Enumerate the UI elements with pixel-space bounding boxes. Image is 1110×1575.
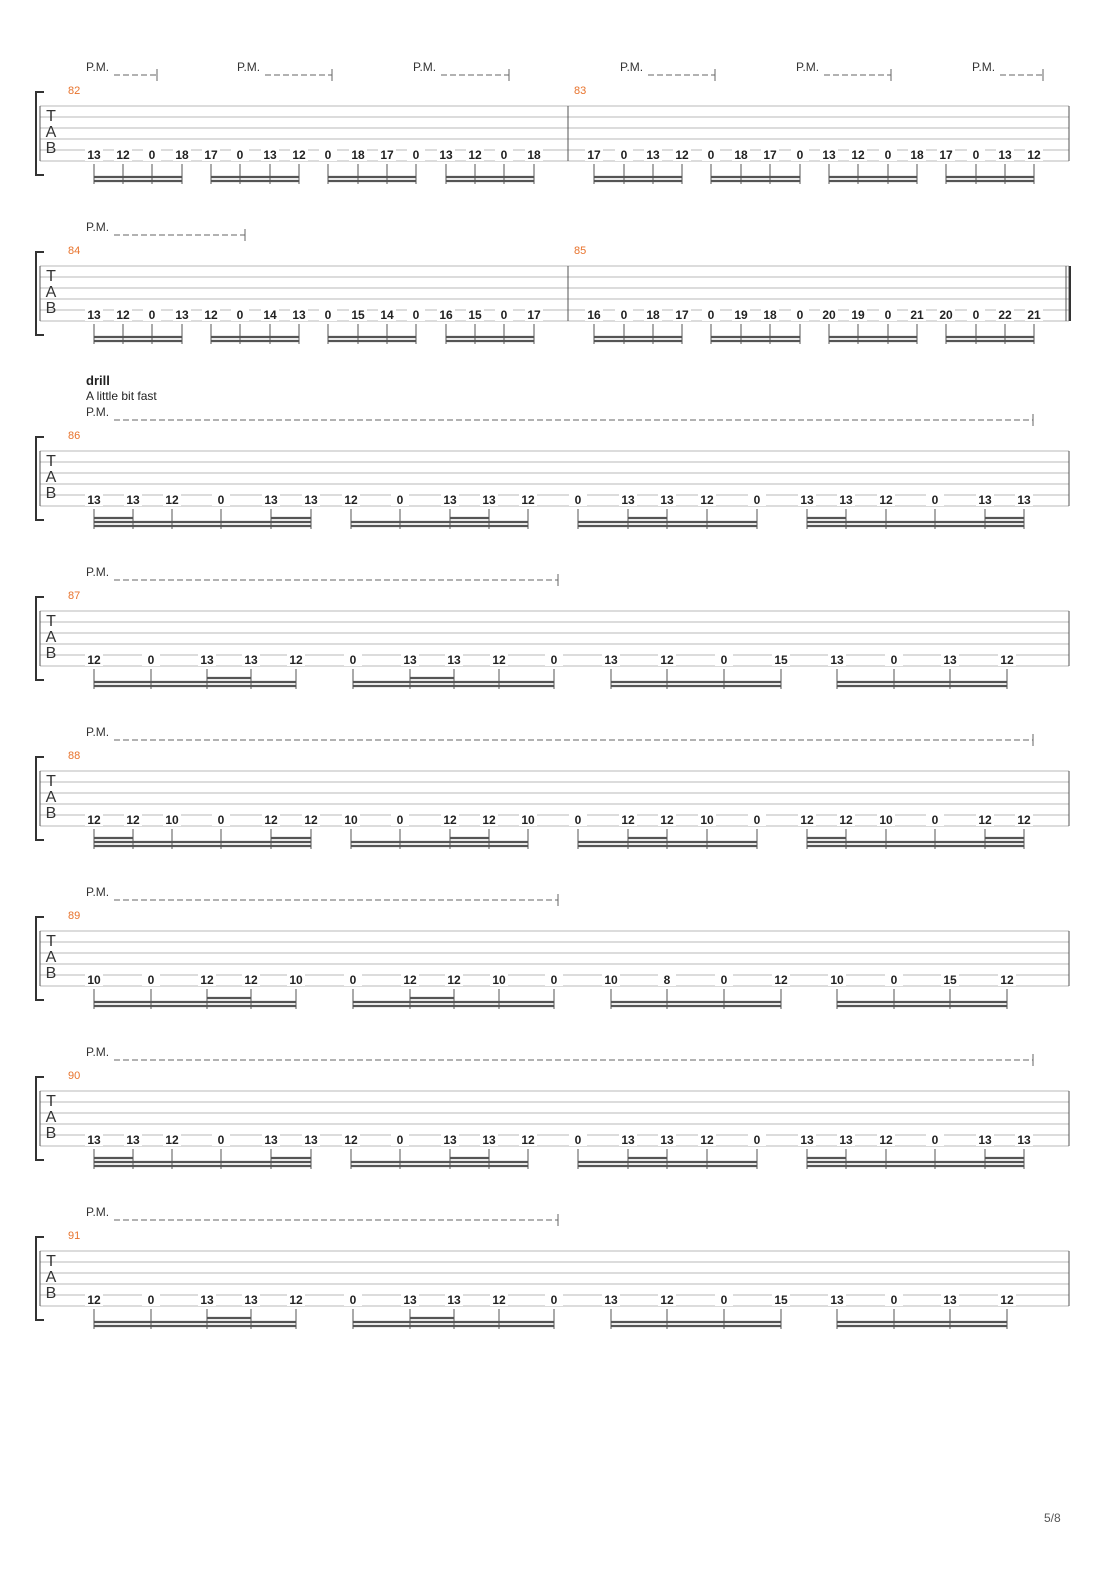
fret-number: 0 (550, 973, 558, 987)
fret-number: 0 (412, 308, 420, 322)
fret-number: 12 (344, 493, 358, 507)
fret-number: 21 (1027, 308, 1041, 322)
fret-number: 12 (660, 653, 674, 667)
fret-number: 13 (839, 1133, 853, 1147)
fret-number: 13 (830, 1293, 844, 1307)
fret-number: 0 (574, 493, 582, 507)
fret-number: 0 (324, 148, 332, 162)
fret-number: 14 (263, 308, 277, 322)
fret-number: 0 (753, 493, 761, 507)
fret-number: 13 (175, 308, 189, 322)
tab-clef-letter: B (45, 965, 57, 982)
fret-number: 13 (126, 1133, 140, 1147)
fret-number: 0 (753, 813, 761, 827)
fret-number: 0 (574, 813, 582, 827)
fret-number: 20 (822, 308, 836, 322)
fret-number: 12 (482, 813, 496, 827)
fret-number: 13 (660, 1133, 674, 1147)
palm-mute-label: P.M. (620, 60, 644, 74)
tab-clef-letter: B (45, 300, 57, 317)
fret-number: 15 (943, 973, 957, 987)
fret-number: 0 (884, 308, 892, 322)
tab-clef-letter: B (45, 1125, 57, 1142)
fret-number: 12 (839, 813, 853, 827)
fret-number: 18 (527, 148, 541, 162)
fret-number: 13 (1017, 493, 1031, 507)
fret-number: 0 (972, 308, 980, 322)
fret-number: 10 (344, 813, 358, 827)
fret-number: 13 (482, 493, 496, 507)
palm-mute-label: P.M. (86, 60, 110, 74)
tab-clef-letter: B (45, 1285, 57, 1302)
tempo-text: A little bit fast (86, 389, 157, 403)
fret-number: 13 (621, 493, 635, 507)
fret-number: 22 (998, 308, 1012, 322)
fret-number: 12 (403, 973, 417, 987)
fret-number: 0 (349, 1293, 357, 1307)
fret-number: 0 (574, 1133, 582, 1147)
fret-number: 13 (304, 1133, 318, 1147)
tab-clef-letter: T (46, 268, 56, 285)
fret-number: 13 (443, 1133, 457, 1147)
tab-clef-letter: T (46, 933, 56, 950)
fret-number: 0 (620, 148, 628, 162)
fret-number: 12 (264, 813, 278, 827)
tab-system (36, 405, 1069, 529)
tab-system (36, 885, 1069, 1009)
fret-number: 18 (175, 148, 189, 162)
fret-number: 12 (289, 653, 303, 667)
fret-number: 0 (148, 148, 156, 162)
fret-number: 0 (890, 1293, 898, 1307)
fret-number: 12 (244, 973, 258, 987)
fret-number: 10 (289, 973, 303, 987)
tab-clef-letter: A (45, 124, 57, 141)
fret-number: 0 (707, 308, 715, 322)
fret-number: 21 (910, 308, 924, 322)
fret-number: 10 (604, 973, 618, 987)
fret-number: 15 (774, 1293, 788, 1307)
fret-number: 13 (403, 653, 417, 667)
fret-number: 15 (351, 308, 365, 322)
tab-clef-letter: B (45, 485, 57, 502)
fret-number: 13 (822, 148, 836, 162)
fret-number: 0 (396, 493, 404, 507)
fret-number: 0 (147, 1293, 155, 1307)
fret-number: 13 (403, 1293, 417, 1307)
measure-number: 86 (68, 430, 81, 442)
fret-number: 13 (943, 1293, 957, 1307)
tab-clef-letter: T (46, 613, 56, 630)
fret-number: 12 (1017, 813, 1031, 827)
tab-clef-letter: B (45, 140, 57, 157)
fret-number: 12 (1000, 973, 1014, 987)
fret-number: 13 (200, 1293, 214, 1307)
fret-number: 20 (939, 308, 953, 322)
fret-number: 16 (587, 308, 601, 322)
fret-number: 12 (292, 148, 306, 162)
fret-number: 13 (439, 148, 453, 162)
fret-number: 12 (289, 1293, 303, 1307)
fret-number: 13 (978, 1133, 992, 1147)
tab-system (36, 725, 1069, 849)
fret-number: 13 (660, 493, 674, 507)
fret-number: 10 (700, 813, 714, 827)
fret-number: 17 (527, 308, 541, 322)
tab-clef-letter: A (45, 1109, 57, 1126)
fret-number: 10 (165, 813, 179, 827)
fret-number: 0 (500, 308, 508, 322)
fret-number: 16 (439, 308, 453, 322)
fret-number: 10 (521, 813, 535, 827)
fret-number: 0 (236, 148, 244, 162)
fret-number: 12 (521, 1133, 535, 1147)
fret-number: 0 (550, 1293, 558, 1307)
fret-number: 0 (796, 148, 804, 162)
fret-number: 0 (720, 973, 728, 987)
fret-number: 13 (839, 493, 853, 507)
fret-number: 12 (675, 148, 689, 162)
fret-number: 13 (800, 1133, 814, 1147)
fret-number: 0 (931, 813, 939, 827)
palm-mute-label: P.M. (86, 220, 110, 234)
fret-number: 12 (165, 1133, 179, 1147)
fret-number: 12 (126, 813, 140, 827)
fret-number: 0 (707, 148, 715, 162)
fret-number: 12 (443, 813, 457, 827)
tab-system (36, 220, 1070, 344)
fret-number: 12 (200, 973, 214, 987)
measure-number: 90 (68, 1070, 81, 1082)
fret-number: 12 (1000, 1293, 1014, 1307)
fret-number: 0 (217, 813, 225, 827)
measure-number: 91 (68, 1230, 81, 1242)
fret-number: 12 (521, 493, 535, 507)
fret-number: 12 (621, 813, 635, 827)
fret-number: 12 (1027, 148, 1041, 162)
fret-number: 12 (879, 493, 893, 507)
fret-number: 12 (87, 813, 101, 827)
fret-number: 12 (851, 148, 865, 162)
fret-number: 13 (264, 1133, 278, 1147)
fret-number: 0 (884, 148, 892, 162)
fret-number: 12 (87, 653, 101, 667)
fret-number: 13 (621, 1133, 635, 1147)
tab-clef-letter: T (46, 108, 56, 125)
fret-number: 12 (87, 1293, 101, 1307)
fret-number: 13 (126, 493, 140, 507)
fret-number: 12 (660, 1293, 674, 1307)
palm-mute-label: P.M. (86, 1205, 110, 1219)
fret-number: 13 (87, 493, 101, 507)
fret-number: 18 (763, 308, 777, 322)
tab-clef-letter: A (45, 949, 57, 966)
fret-number: 14 (380, 308, 394, 322)
fret-number: 8 (663, 973, 671, 987)
fret-number: 13 (447, 1293, 461, 1307)
fret-number: 0 (324, 308, 332, 322)
fret-number: 13 (830, 653, 844, 667)
fret-number: 0 (396, 813, 404, 827)
fret-number: 13 (87, 148, 101, 162)
palm-mute-label: P.M. (86, 1045, 110, 1059)
tab-clef-letter: T (46, 773, 56, 790)
fret-number: 13 (244, 1293, 258, 1307)
fret-number: 13 (87, 308, 101, 322)
palm-mute-label: P.M. (237, 60, 261, 74)
measure-number: 83 (574, 85, 587, 97)
fret-number: 18 (910, 148, 924, 162)
fret-number: 17 (675, 308, 689, 322)
fret-number: 18 (351, 148, 365, 162)
fret-number: 12 (492, 1293, 506, 1307)
fret-number: 12 (700, 493, 714, 507)
fret-number: 0 (349, 653, 357, 667)
fret-number: 19 (851, 308, 865, 322)
palm-mute-label: P.M. (86, 565, 110, 579)
fret-number: 13 (1017, 1133, 1031, 1147)
fret-number: 12 (468, 148, 482, 162)
tab-clef-letter: T (46, 453, 56, 470)
fret-number: 17 (204, 148, 218, 162)
fret-number: 0 (217, 493, 225, 507)
fret-number: 10 (879, 813, 893, 827)
fret-number: 0 (720, 1293, 728, 1307)
fret-number: 12 (700, 1133, 714, 1147)
fret-number: 13 (200, 653, 214, 667)
tab-clef-letter: A (45, 1269, 57, 1286)
fret-number: 12 (492, 653, 506, 667)
fret-number: 0 (412, 148, 420, 162)
fret-number: 15 (774, 653, 788, 667)
palm-mute-label: P.M. (413, 60, 437, 74)
palm-mute-label: P.M. (972, 60, 996, 74)
fret-number: 13 (646, 148, 660, 162)
fret-number: 12 (774, 973, 788, 987)
tab-clef-letter: B (45, 645, 57, 662)
fret-number: 0 (890, 973, 898, 987)
tab-clef-letter: A (45, 789, 57, 806)
fret-number: 13 (443, 493, 457, 507)
fret-number: 13 (264, 493, 278, 507)
fret-number: 13 (978, 493, 992, 507)
measure-number: 85 (574, 245, 587, 257)
fret-number: 0 (500, 148, 508, 162)
fret-number: 12 (116, 148, 130, 162)
fret-number: 0 (796, 308, 804, 322)
measure-number: 87 (68, 590, 81, 602)
fret-number: 17 (763, 148, 777, 162)
tab-system (36, 1045, 1069, 1169)
palm-mute-label: P.M. (86, 885, 110, 899)
fret-number: 13 (292, 308, 306, 322)
fret-number: 0 (972, 148, 980, 162)
fret-number: 12 (116, 308, 130, 322)
fret-number: 0 (147, 653, 155, 667)
fret-number: 0 (396, 1133, 404, 1147)
tab-clef-letter: A (45, 629, 57, 646)
fret-number: 10 (492, 973, 506, 987)
fret-number: 13 (244, 653, 258, 667)
fret-number: 12 (879, 1133, 893, 1147)
fret-number: 0 (349, 973, 357, 987)
fret-number: 13 (304, 493, 318, 507)
fret-number: 0 (620, 308, 628, 322)
fret-number: 13 (943, 653, 957, 667)
tab-clef-letter: T (46, 1253, 56, 1270)
fret-number: 13 (800, 493, 814, 507)
fret-number: 12 (978, 813, 992, 827)
fret-number: 18 (734, 148, 748, 162)
fret-number: 18 (646, 308, 660, 322)
fret-number: 13 (263, 148, 277, 162)
fret-number: 0 (147, 973, 155, 987)
fret-number: 12 (304, 813, 318, 827)
fret-number: 13 (87, 1133, 101, 1147)
fret-number: 13 (447, 653, 461, 667)
fret-number: 0 (753, 1133, 761, 1147)
fret-number: 0 (890, 653, 898, 667)
fret-number: 17 (380, 148, 394, 162)
fret-number: 17 (939, 148, 953, 162)
fret-number: 10 (830, 973, 844, 987)
fret-number: 0 (148, 308, 156, 322)
tab-system (36, 60, 1069, 184)
tab-clef-letter: T (46, 1093, 56, 1110)
fret-number: 13 (998, 148, 1012, 162)
fret-number: 12 (660, 813, 674, 827)
fret-number: 0 (550, 653, 558, 667)
fret-number: 0 (931, 493, 939, 507)
measure-number: 88 (68, 750, 81, 762)
fret-number: 13 (482, 1133, 496, 1147)
fret-number: 0 (236, 308, 244, 322)
tab-system (36, 1205, 1069, 1329)
fret-number: 19 (734, 308, 748, 322)
palm-mute-label: P.M. (796, 60, 820, 74)
measure-number: 89 (68, 910, 81, 922)
page-number: 5/8 (1044, 1511, 1061, 1525)
measure-number: 82 (68, 85, 81, 97)
fret-number: 0 (217, 1133, 225, 1147)
fret-number: 0 (720, 653, 728, 667)
fret-number: 12 (204, 308, 218, 322)
fret-number: 13 (604, 653, 618, 667)
measure-number: 84 (68, 245, 81, 257)
fret-number: 15 (468, 308, 482, 322)
fret-number: 12 (165, 493, 179, 507)
fret-number: 12 (1000, 653, 1014, 667)
palm-mute-label: P.M. (86, 405, 110, 419)
tab-clef-letter: A (45, 469, 57, 486)
tab-system (36, 565, 1069, 689)
fret-number: 13 (604, 1293, 618, 1307)
fret-number: 17 (587, 148, 601, 162)
section-title: drill (86, 373, 110, 388)
tab-clef-letter: A (45, 284, 57, 301)
fret-number: 0 (931, 1133, 939, 1147)
fret-number: 12 (447, 973, 461, 987)
fret-number: 12 (344, 1133, 358, 1147)
fret-number: 10 (87, 973, 101, 987)
palm-mute-label: P.M. (86, 725, 110, 739)
tab-clef-letter: B (45, 805, 57, 822)
fret-number: 12 (800, 813, 814, 827)
